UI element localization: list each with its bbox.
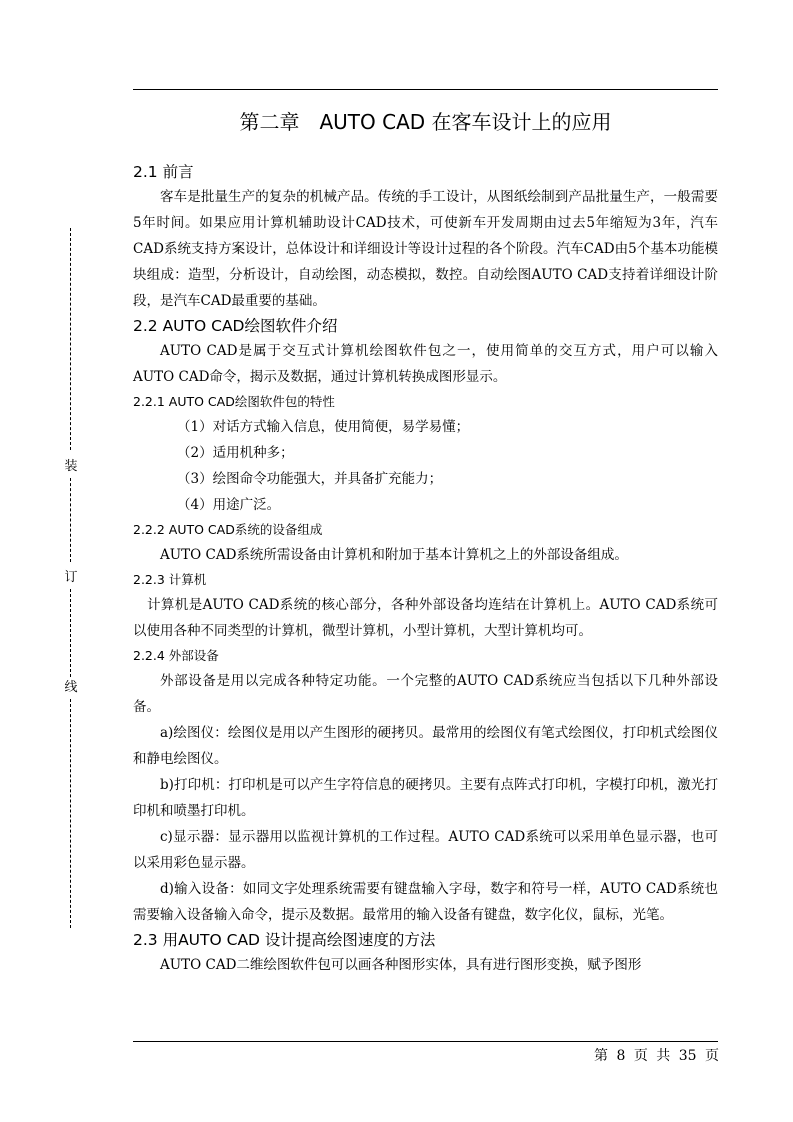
list-item: （3）绘图命令功能强大，并具备扩充能力； (177, 471, 443, 487)
binding-char-zhuang: 装 (62, 459, 80, 475)
paragraph: b)打印机：打印机是可以产生字符信息的硬拷贝。主要有点阵式打印机，字模打印机，激光打印机和喷墨打印机。 (133, 777, 718, 819)
section-heading: 2.3 用AUTO CAD 设计提高绘图速度的方法 (133, 931, 436, 949)
list-item: （1）对话方式输入信息，使用简便，易学易懂； (177, 419, 470, 435)
paragraph: 计算机是AUTO CAD系统的核心部分，各种外部设备均连结在计算机上。AUTO CAD系统可以使用各种不同类型的计算机，微型计算机，小型计算机，大型计算机均可。 (133, 597, 718, 639)
paragraph: d)输入设备：如同文字处理系统需要有键盘输入字母，数字和符号一样，AUTO CAD系统也需要输入设备输入命令，提示及数据。最常用的输入设备有键盘，数字化仪，鼠标，光笔。 (133, 881, 718, 923)
paragraph: 客车是批量生产的复杂的机械产品。传统的手工设计，从图纸绘制到产品批量生产，一般需要5年时间。如果应用计算机辅助设计CAD技术，可使新车开发周期由过去5年缩短为3年，汽车CAD系统支持方案设计，总体设计和详细设计等设计过程的各个阶段。汽车CAD由5个基本功能模块组成：造型，分析设计，自动绘图，动态模拟，数控。自动绘图AUTO CAD支持着详细设计阶段，是汽车CAD最重要的基础。 (133, 189, 718, 309)
binding-char-xian: 线 (62, 680, 80, 696)
footer-rule (133, 1041, 718, 1042)
page-body (133, 160, 718, 978)
subsection-heading: 2.2.2 AUTO CAD系统的设备组成 (133, 522, 323, 537)
paragraph: a)绘图仪：绘图仪是用以产生图形的硬拷贝。最常用的绘图仪有笔式绘图仪，打印机式绘图仪和静电绘图仪。 (133, 725, 718, 767)
paragraph: 外部设备是用以完成各种特定功能。一个完整的AUTO CAD系统应当包括以下几种外部设备。 (133, 673, 718, 715)
header-rule (133, 89, 718, 90)
binding-dash-line (70, 228, 71, 450)
page-number: 第 8 页 共 35 页 (594, 1048, 719, 1064)
binding-dash-line (70, 589, 71, 677)
list-item: （2）适用机种多； (177, 445, 294, 461)
section-heading: 2.2 AUTO CAD绘图软件介绍 (133, 317, 338, 335)
paragraph: AUTO CAD是属于交互式计算机绘图软件包之一，使用简单的交互方式，用户可以输入AUTO CAD命令，揭示及数据，通过计算机转换成图形显示。 (133, 343, 718, 385)
section-heading: 2.1 前言 (133, 163, 194, 181)
list-item: （4）用途广泛。 (177, 497, 281, 513)
binding-margin (62, 228, 80, 928)
paragraph: AUTO CAD系统所需设备由计算机和附加于基本计算机之上的外部设备组成。 (160, 547, 628, 563)
binding-dash-line (70, 699, 71, 928)
subsection-heading: 2.2.3 计算机 (133, 572, 207, 587)
paragraph: AUTO CAD二维绘图软件包可以画各种图形实体，具有进行图形变换，赋予图形 (160, 957, 642, 973)
subsection-heading: 2.2.1 AUTO CAD绘图软件包的特性 (133, 394, 335, 409)
binding-char-ding: 订 (62, 570, 80, 586)
subsection-heading: 2.2.4 外部设备 (133, 648, 219, 663)
binding-dash-line (70, 478, 71, 562)
paragraph: c)显示器：显示器用以监视计算机的工作过程。AUTO CAD系统可以采用单色显示器，也可以采用彩色显示器。 (133, 829, 718, 871)
chapter-title: 第二章 AUTO CAD 在客车设计上的应用 (239, 110, 612, 134)
